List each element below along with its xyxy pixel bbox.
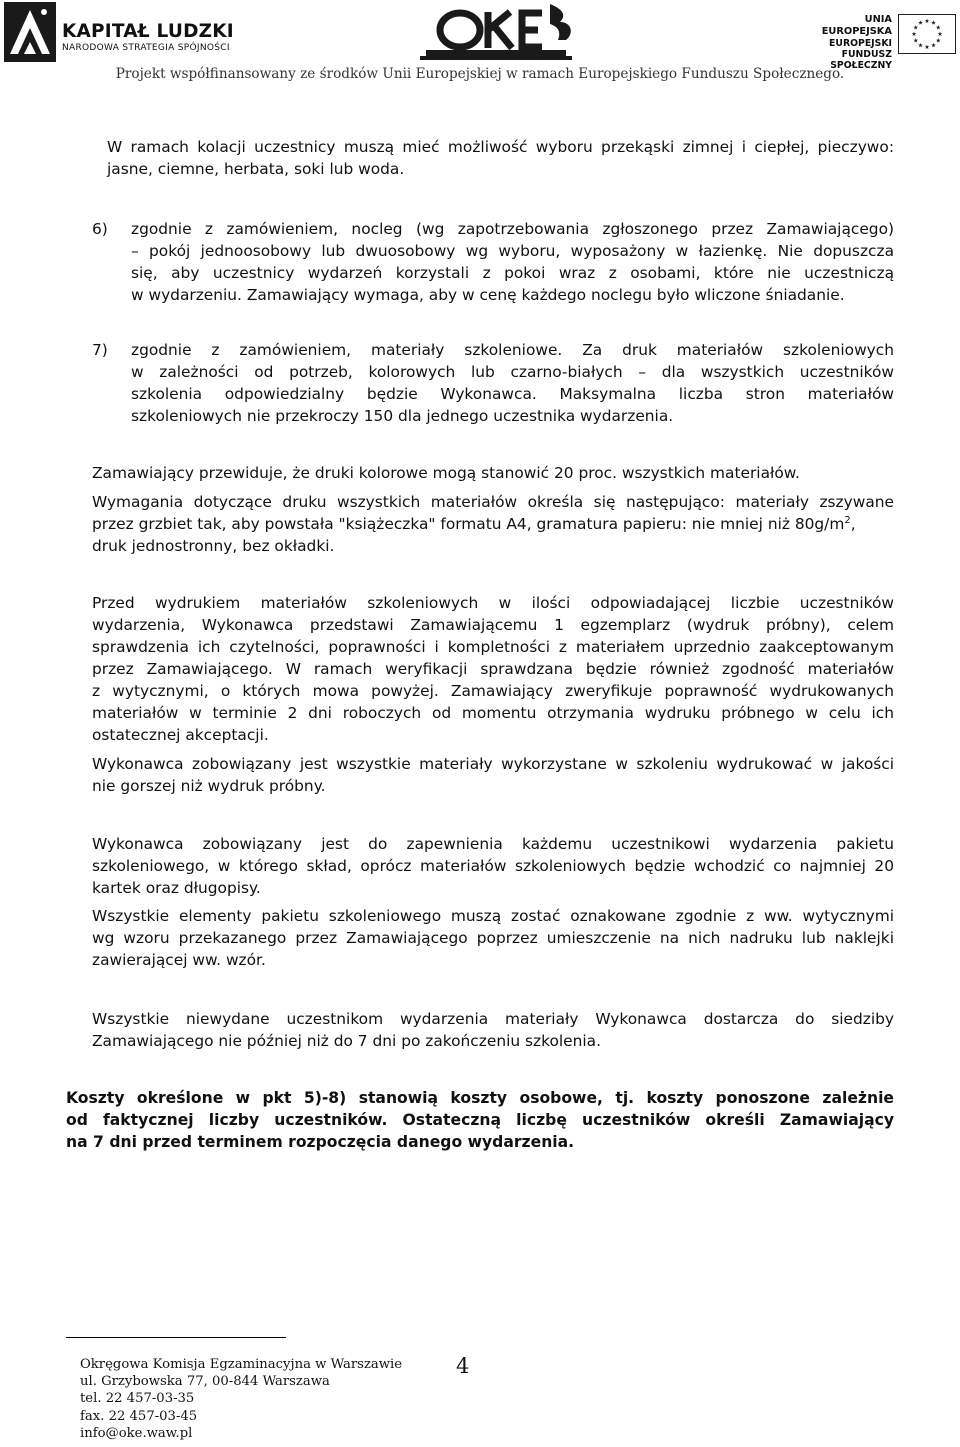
footer-contact xyxy=(80,1356,402,1442)
item-7-line-3: szkolenia odpowiedzialny będzie Wykonawca. Maksymalna liczba stron materiałów xyxy=(131,385,894,403)
footer-fax: fax. 22 457-03-45 xyxy=(80,1408,198,1424)
cofinancing-note: Projekt współfinansowany ze środków Unii Europejskiej w ramach Europejskiego Funduszu Społecznego. xyxy=(115,66,845,82)
eu-fund-line2: FUNDUSZ SPOŁECZNY xyxy=(830,49,892,71)
przed-wydrukiem-line-6: materiałów w terminie 2 dni roboczych od momentu otrzymania wydruku próbnego w celu ich xyxy=(92,704,894,722)
item-7-line-4: szkoleniowych nie przekroczy 150 dla jednego uczestnika wydarzenia. xyxy=(131,407,674,425)
przed-wydrukiem-line-3: sprawdzenia ich czytelności, poprawności i kompletności z materiałem uprzednio zaakceptowanym xyxy=(92,638,894,656)
item-6-line-1: zgodnie z zamówieniem, nocleg (wg zapotrzebowania zgłoszonego przez Zamawiającego) xyxy=(131,220,894,238)
footer-divider xyxy=(66,1337,286,1338)
koszty-line-3: na 7 dni przed terminem rozpoczęcia danego wydarzenia. xyxy=(66,1133,575,1151)
item-7-line-2: w zależności od potrzeb, kolorowych lub czarno-białych – dla wszystkich uczestników xyxy=(131,363,894,381)
przed-wydrukiem-line-5: z wytycznymi, o których mowa powyżej. Zamawiający zweryfikuje poprawność wydrukowanych xyxy=(92,682,894,700)
oke-logo-text: OKE xyxy=(410,0,413,1)
wymagania-line-1: Wymagania dotyczące druku wszystkich materiałów określa się następująco: materiały zszywane xyxy=(92,493,894,511)
oznakowanie-line-3: zawierającej ww. wzór. xyxy=(92,951,266,969)
niewydane-line-2: Zamawiającego nie później niż do 7 dni po zakończeniu szkolenia. xyxy=(92,1032,601,1050)
eu-flag-icon xyxy=(898,14,956,54)
item-6-line-3: się, aby uczestnicy wydarzeń korzystali z pokoi wraz z osobami, które nie uczestniczą xyxy=(131,264,894,282)
item-6-line-2: – pokój jednoosobowy lub dwuosobowy wg wyboru, wyposażony w łazienkę. Nie dopuszcza xyxy=(131,242,894,260)
wymagania-line-2-text: przez grzbiet tak, aby powstała "książeczka" formatu A4, gramatura papieru: nie mniej niż 80g/m xyxy=(92,515,845,533)
page-header xyxy=(0,0,960,90)
przed-wydrukiem-line-1: Przed wydrukiem materiałów szkoleniowych w ilości odpowiadającej liczbie uczestników xyxy=(92,594,894,612)
eu-wordmark xyxy=(798,14,892,71)
pakiet-line-2: szkoleniowego, w którego skład, oprócz materiałów szkoleniowych będzie wchodzić co najmniej 20 xyxy=(92,857,894,875)
jakosc-line-1: Wykonawca zobowiązany jest wszystkie materiały wykorzystane w szkoleniu wydrukować w jakości xyxy=(92,755,894,773)
przed-wydrukiem-line-7: ostatecznej akceptacji. xyxy=(92,726,269,744)
footer-organization: Okręgowa Komisja Egzaminacyjna w Warszawie xyxy=(80,1357,403,1372)
pakiet-line-3: kartek oraz długopisy. xyxy=(92,879,261,897)
przed-wydrukiem-line-4: przez Zamawiającego. W ramach weryfikacji sprawdzana będzie również zgodność materiałów xyxy=(92,660,894,678)
oke-logo xyxy=(410,0,580,62)
oznakowanie-line-1: Wszystkie elementy pakietu szkoleniowego muszą zostać oznakowane zgodnie z ww. wytycznymi xyxy=(92,907,894,925)
wymagania-superscript: 2 xyxy=(844,514,851,526)
wymagania-line-3: druk jednostronny, bez okładki. xyxy=(92,537,335,555)
footer-phone: tel. 22 457-03-35 xyxy=(80,1391,195,1407)
kapital-ludzki-title: KAPITAŁ LUDZKI xyxy=(62,21,234,42)
footer-address: ul. Grzybowska 77, 00-844 Warszawa xyxy=(80,1374,330,1390)
pakiet-line-1: Wykonawca zobowiązany jest do zapewnienia każdemu uczestnikowi wydarzenia pakietu xyxy=(92,835,894,853)
item-6-number: 6) xyxy=(92,220,108,238)
item-7-line-1: zgodnie z zamówieniem, materiały szkoleniowe. Za druk materiałów szkoleniowych xyxy=(131,341,894,359)
wymagania-line-2-comma: , xyxy=(850,515,856,533)
kapital-ludzki-logo xyxy=(4,2,56,62)
page-number: 4 xyxy=(456,1354,470,1378)
druki-kolorowe: Zamawiający przewiduje, że druki kolorowe mogą stanowić 20 proc. wszystkich materiałów. xyxy=(92,464,800,482)
wymagania-line-2 xyxy=(92,513,894,535)
eu-title: UNIA EUROPEJSKA xyxy=(821,14,892,37)
item-7-number: 7) xyxy=(92,341,108,359)
kapital-ludzki-subtitle: NARODOWA STRATEGIA SPÓJNOŚCI xyxy=(62,43,230,53)
koszty-line-1: Koszty określone w pkt 5)-8) stanowią koszty osobowe, tj. koszty ponoszone zależnie xyxy=(66,1089,894,1107)
footer-email: info@oke.waw.pl xyxy=(80,1425,193,1441)
jakosc-line-2: nie gorszej niż wydruk próbny. xyxy=(92,777,326,795)
niewydane-line-1: Wszystkie niewydane uczestnikom wydarzenia materiały Wykonawca dostarcza do siedziby xyxy=(92,1010,894,1028)
koszty-line-2: od faktycznej liczby uczestników. Ostateczną liczbę uczestników określi Zamawiający xyxy=(66,1111,894,1129)
kapital-ludzki-wordmark xyxy=(62,22,234,54)
kolacja-line-2: jasne, ciemne, herbata, soki lub woda. xyxy=(107,160,405,178)
oznakowanie-line-2: wg wzoru przekazanego przez Zamawiającego poprzez umieszczenie na nich nadruku lub naklejki xyxy=(92,929,894,947)
przed-wydrukiem-line-2: wydarzenia, Wykonawca przedstawi Zamawiającemu 1 egzemplarz (wydruk próbny), celem xyxy=(92,616,894,634)
eu-fund-line1: EUROPEJSKI xyxy=(829,38,892,49)
kolacja-line-1: W ramach kolacji uczestnicy muszą mieć możliwość wyboru przekąski zimnej i ciepłej, pieczywo: xyxy=(107,138,894,156)
item-6-line-4: w wydarzeniu. Zamawiający wymaga, aby w cenę każdego noclegu było wliczone śniadanie. xyxy=(131,286,845,304)
